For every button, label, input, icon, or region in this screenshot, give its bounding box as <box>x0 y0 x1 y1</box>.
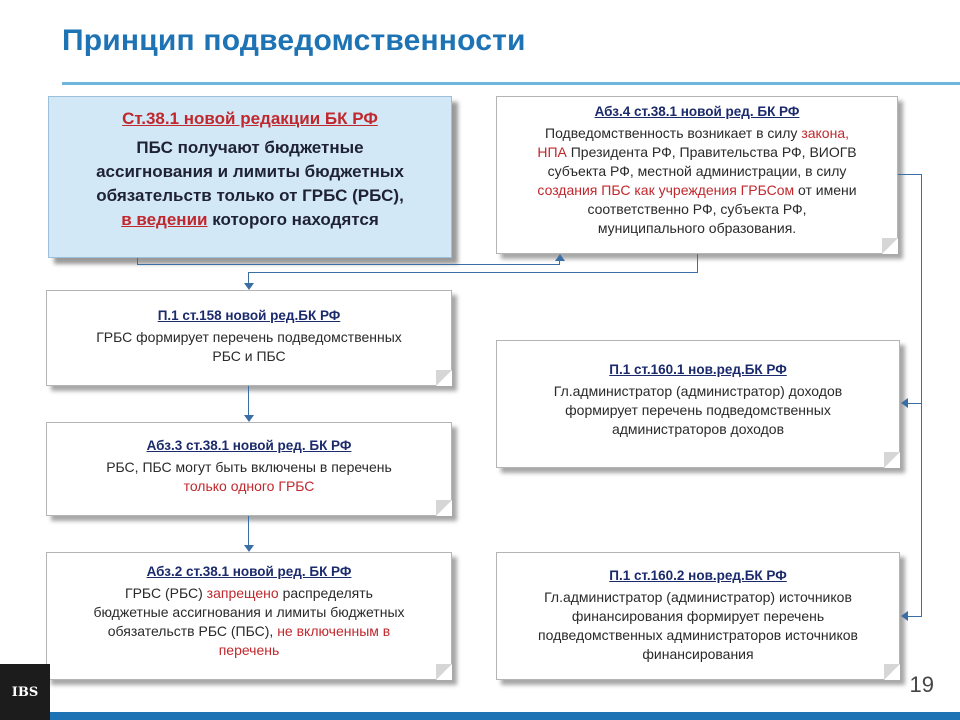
abz2-text-part: ГРБС (РБС) <box>125 585 207 601</box>
slide-title: Принцип подведомственности <box>62 24 526 57</box>
abz4-text <box>503 124 891 238</box>
main-box-text <box>57 136 443 232</box>
page-fold-corner <box>436 370 452 386</box>
abz2-emphasis: перечень <box>218 642 280 658</box>
main-box-heading: Ст.38.1 новой редакции БК РФ <box>122 109 378 128</box>
p1-160-2-text: подведомственных администраторов источников <box>538 627 858 643</box>
main-box-line: ПБС получают бюджетные <box>136 138 364 157</box>
abz3-heading: Абз.3 ст.38.1 новой ред. БК РФ <box>146 438 352 453</box>
abz2-emphasis: запрещено <box>206 585 279 601</box>
abz4-text-part: соответственно РФ, субъекта РФ, <box>587 201 807 217</box>
arrow-left-icon <box>901 611 908 621</box>
page-fold-corner <box>436 500 452 516</box>
p1-158-box <box>46 290 452 386</box>
ibs-logo: IBS <box>0 664 50 720</box>
abz2-emphasis: не включенным в <box>277 623 391 639</box>
abz2-heading: Абз.2 ст.38.1 новой ред. БК РФ <box>146 564 352 579</box>
p1-160-2-heading: П.1 ст.160.2 нов.ред.БК РФ <box>609 568 787 583</box>
abz4-box <box>496 96 898 254</box>
arrow-down-icon <box>244 283 254 290</box>
abz4-text-part: муниципального образования. <box>597 220 797 236</box>
p1-158-text: ГРБС формирует перечень подведомственных <box>96 329 402 345</box>
arrow-up-icon <box>555 254 565 261</box>
p1-160-1-text: администраторов доходов <box>611 421 785 437</box>
abz4-text-part: Подведомственность возникает в силу <box>545 125 802 141</box>
abz4-text-part: субъекта РФ, местной администрации, в силу <box>547 163 847 179</box>
p1-160-2-text: Гл.администратор (администратор) источников <box>544 589 852 605</box>
page-fold-corner <box>882 238 898 254</box>
p1-158-heading: П.1 ст.158 новой ред.БК РФ <box>157 308 341 323</box>
main-box-line: ассигнования и лимиты бюджетных <box>96 162 404 181</box>
main-box-line <box>57 208 443 232</box>
abz4-text-part: Президента РФ, Правительства РФ, ВИОГВ <box>566 144 857 160</box>
page-fold-corner <box>884 452 900 468</box>
p1-160-1-box <box>496 340 900 468</box>
p1-160-1-heading: П.1 ст.160.1 нов.ред.БК РФ <box>609 362 787 377</box>
abz2-text-part: распределять <box>278 585 373 601</box>
p1-160-2-box <box>496 552 900 680</box>
page-number: 19 <box>909 672 934 697</box>
abz3-box <box>46 422 452 516</box>
footer-divider <box>50 712 960 720</box>
main-article-box <box>48 96 452 258</box>
abz4-emphasis: создания ПБС как учреждения ГРБСом <box>537 182 795 198</box>
arrow-left-icon <box>901 398 908 408</box>
p1-160-1-text: формирует перечень подведомственных <box>565 402 831 418</box>
p1-160-1-text: Гл.администратор (администратор) доходов <box>553 383 843 399</box>
arrow-down-icon <box>244 545 254 552</box>
p1-158-text: РБС и ПБС <box>212 348 286 364</box>
page-fold-corner <box>884 664 900 680</box>
main-box-line-rest: которого находятся <box>207 210 379 229</box>
abz4-emphasis: НПА <box>537 144 567 160</box>
abz3-emphasis: только одного ГРБС <box>183 478 315 494</box>
p1-160-2-text: финансирования формирует перечень <box>571 608 825 624</box>
abz2-text-part: бюджетные ассигнования и лимиты бюджетных <box>93 604 405 620</box>
abz4-heading: Абз.4 ст.38.1 новой ред. БК РФ <box>594 104 800 119</box>
abz4-emphasis: закона, <box>801 125 849 141</box>
main-box-line: обязательств только от ГРБС (РБС), <box>96 186 404 205</box>
abz3-text: РБС, ПБС могут быть включены в перечень <box>106 459 392 475</box>
abz2-box <box>46 552 452 680</box>
p1-160-2-text: финансирования <box>642 646 754 662</box>
main-box-emphasis: в ведении <box>121 210 208 229</box>
arrow-down-icon <box>244 415 254 422</box>
title-divider <box>62 82 960 85</box>
abz2-text-part: обязательств РБС (ПБС), <box>107 623 278 639</box>
page-fold-corner <box>436 664 452 680</box>
abz4-text-part: от имени <box>794 182 857 198</box>
